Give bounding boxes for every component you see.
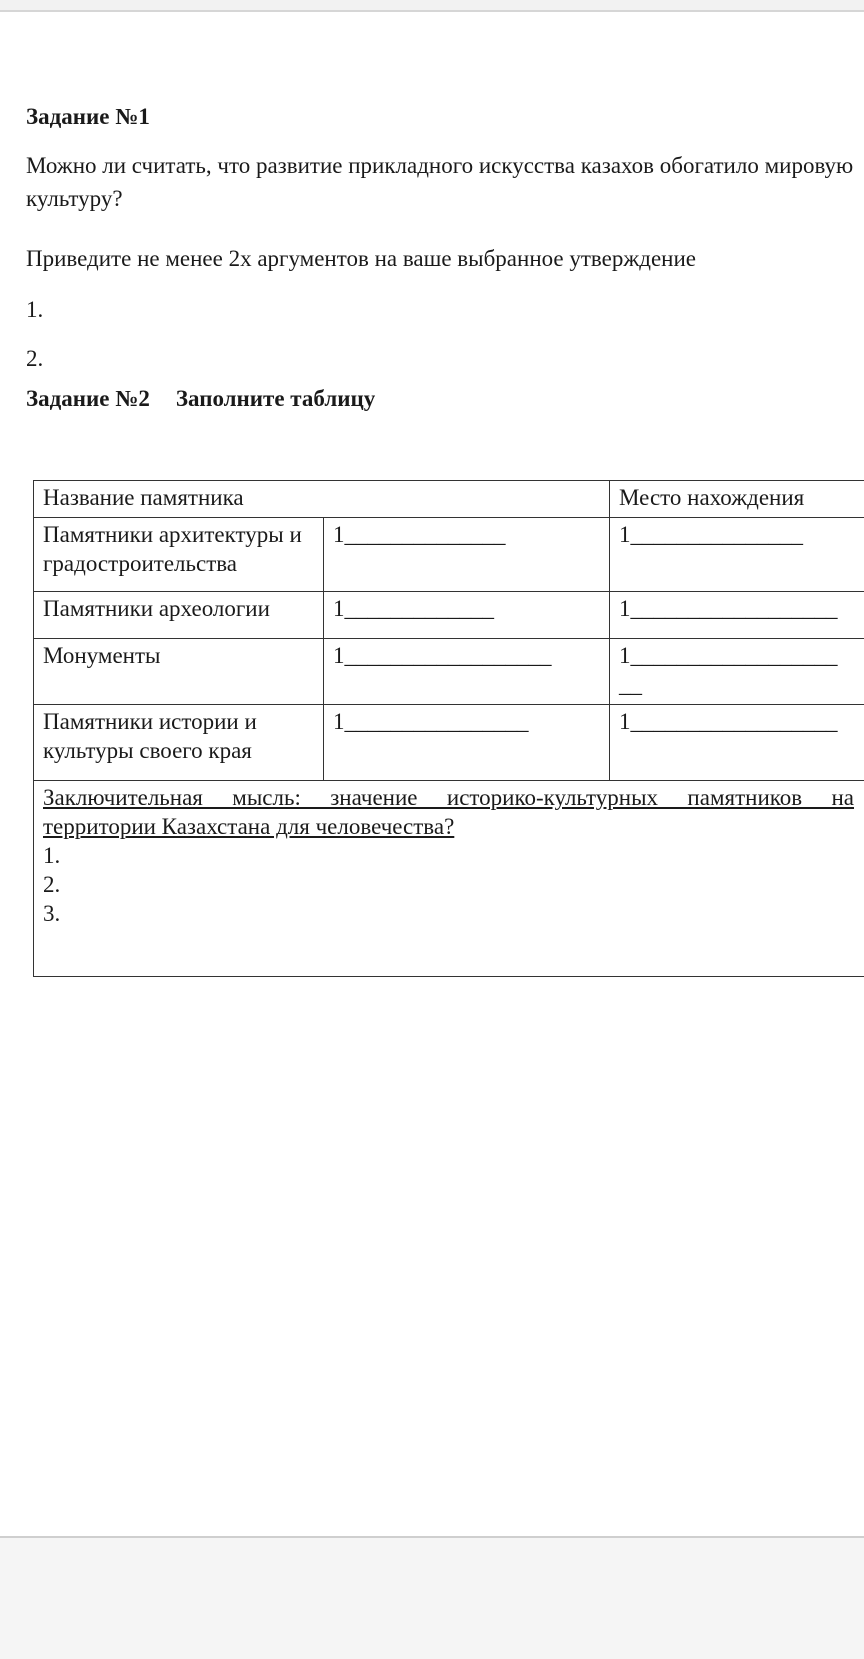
row-location-blank[interactable]: 1__________________ xyxy=(610,592,864,639)
row-category: Памятники истории и культуры своего края xyxy=(34,705,324,781)
row-category: Монументы xyxy=(34,639,324,705)
task1-title: Задание №1 xyxy=(26,101,150,133)
row-name-blank[interactable]: 1__________________ xyxy=(324,639,610,705)
task1-answer-2: 2. xyxy=(26,343,43,375)
row-category: Памятники археологии xyxy=(34,592,324,639)
row-location-blank[interactable]: 1__________________ xyxy=(610,705,864,781)
task1-instruction: Приведите не менее 2х аргументов на ваше выбранное утверждение xyxy=(26,243,696,275)
location-blank-overflow: __ xyxy=(619,670,854,699)
task1-answer-1: 1. xyxy=(26,294,43,326)
row-location-blank[interactable] xyxy=(610,639,864,705)
table-row xyxy=(34,592,864,639)
header-location: Место нахождения xyxy=(610,481,864,518)
conclusion-row xyxy=(34,781,864,977)
page-gap-area xyxy=(0,1536,864,1659)
location-blank-line: 1__________________ xyxy=(619,641,854,670)
window-top-edge xyxy=(0,0,864,12)
table-row xyxy=(34,705,864,781)
table-header-row xyxy=(34,481,864,518)
task1-question: Можно ли считать, что развитие прикладного искусства казахов обогатило мировую культуру? xyxy=(26,149,856,215)
row-name-blank[interactable]: 1_____________ xyxy=(324,592,610,639)
monuments-table xyxy=(33,480,864,977)
header-name: Название памятника xyxy=(34,481,610,518)
conclusion-question-line1: Заключительная мысль: значение историко-культурных памятников на xyxy=(43,783,854,812)
row-category: Памятники архитектуры и градостроительства xyxy=(34,518,324,592)
task2-subtitle: Заполните таблицу xyxy=(176,386,375,411)
task2-title: Задание №2 xyxy=(26,386,150,411)
conclusion-answer-1: 1. xyxy=(43,841,854,870)
task2-heading xyxy=(26,383,375,415)
row-location-blank[interactable]: 1_______________ xyxy=(610,518,864,592)
table-row xyxy=(34,518,864,592)
conclusion-cell[interactable] xyxy=(34,781,864,977)
row-name-blank[interactable]: 1________________ xyxy=(324,705,610,781)
row-name-blank[interactable]: 1______________ xyxy=(324,518,610,592)
table-row xyxy=(34,639,864,705)
conclusion-question-line2: территории Казахстана для человечества? xyxy=(43,814,454,839)
conclusion-answer-2: 2. xyxy=(43,870,854,899)
conclusion-answer-3: 3. xyxy=(43,899,854,928)
